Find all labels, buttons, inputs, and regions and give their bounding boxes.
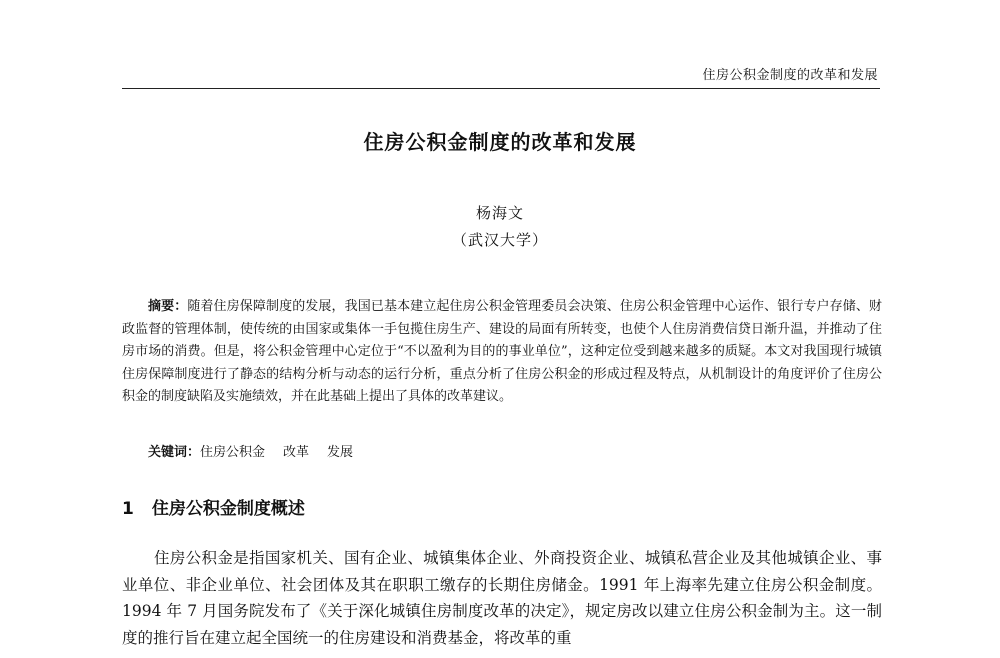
- author-name: 杨海文: [475, 204, 524, 222]
- abstract-label: 摘要：: [148, 299, 188, 314]
- keywords: [148, 441, 371, 460]
- author-affiliation: （武汉大学）: [451, 231, 548, 249]
- keyword: 发展: [327, 445, 354, 460]
- section-heading: [122, 494, 305, 519]
- abstract-text: 随着住房保障制度的发展，我国已基本建立起住房公积金管理委员会决策、住房公积金管理中心运作、银行专户存储、财政监督的管理体制，使传统的由国家或集体一手包揽住房生产、建设的局面有所转变，也使个人住房消费信贷日渐升温，并推动了住房市场的消费。但是，将公积金管理中心定位于“不以盈利为目的的事业单位”，这种定位受到越来越多的质疑。本文对我国现行城镇住房保障制度进行了静态的结构分析与动态的运行分析，重点分析了住房公积金的形成过程及特点，从机制设计的角度评价了住房公积金的制度缺陷及实施绩效，并在此基础上提出了具体的改革建议。: [122, 299, 882, 404]
- section-number: 1: [122, 499, 134, 519]
- paper-title: 住房公积金制度的改革和发展: [363, 130, 637, 154]
- abstract: [122, 296, 882, 409]
- running-header-title: 住房公积金制度的改革和发展: [702, 68, 878, 83]
- keywords-label: 关键词：: [148, 445, 201, 460]
- running-header: [122, 58, 880, 89]
- keyword: 住房公积金: [200, 445, 266, 460]
- keyword: 改革: [283, 445, 310, 460]
- body-paragraph: 住房公积金是指国家机关、国有企业、城镇集体企业、外商投资企业、城镇私营企业及其他城镇企业、事业单位、非企业单位、社会团体及其在职职工缴存的长期住房储金。1991 年上海率先建立住房公积金制度。1994 年 7 月国务院发布了《关于深化城镇住房制度改革的决定》，规定房改以建立住房公积金制为主。这一制度的推行旨在建立起全国统一的住房建设和消费基金，将改革的重: [122, 549, 882, 647]
- section-title: 住房公积金制度概述: [151, 499, 305, 519]
